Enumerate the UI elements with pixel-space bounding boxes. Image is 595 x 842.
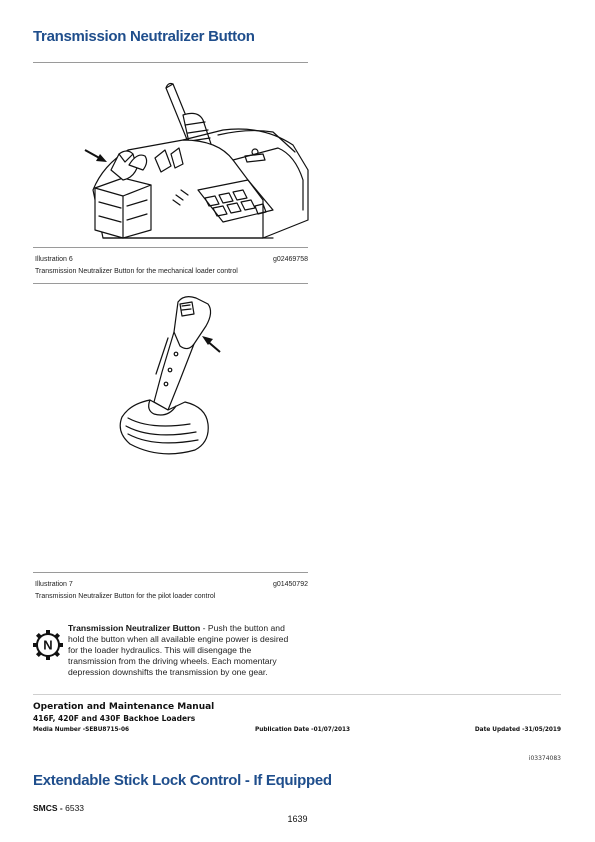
- illustration-label: Illustration 6: [35, 256, 73, 263]
- figure-divider-2: [33, 572, 308, 573]
- illustration-id-2: g01450792: [272, 581, 308, 588]
- manual-title: Operation and Maintenance Manual: [33, 702, 215, 712]
- figure-divider: [33, 247, 308, 248]
- neutralizer-description: [68, 623, 298, 678]
- footer-divider: [33, 694, 561, 695]
- smcs-code: [33, 803, 84, 813]
- smcs-label: SMCS -: [33, 803, 66, 813]
- neutralizer-term: Transmission Neutralizer Button: [68, 623, 201, 633]
- title-divider: [33, 62, 308, 63]
- document-id: i03374083: [528, 755, 561, 762]
- media-number: Media Number -SEBU8715-06: [33, 727, 130, 733]
- neutralizer-text: - Push the button and hold the button when all available engine power is desired for the loader hydraulics. This will disengage the transmission from the driving wheels. Each momentary depression downshifts the transmission by one gear.: [68, 623, 289, 677]
- illustration-caption-2: Transmission Neutralizer Button for the pilot loader control: [35, 593, 216, 600]
- section-title: Transmission Neutralizer Button: [33, 28, 255, 45]
- section-title-2: Extendable Stick Lock Control - If Equipped: [33, 772, 332, 789]
- smcs-value: 6533: [65, 803, 85, 813]
- illustration-label-2: Illustration 7: [35, 581, 73, 588]
- illustration-caption: Transmission Neutralizer Button for the mechanical loader control: [35, 268, 238, 275]
- date-updated: Date Updated -31/05/2019: [474, 727, 561, 733]
- manual-models: 416F, 420F and 430F Backhoe Loaders: [33, 714, 196, 723]
- pilot-loader-control-illustration: [110, 292, 230, 462]
- caption-divider: [33, 283, 308, 284]
- neutral-gear-n-icon: [33, 630, 63, 660]
- publication-date: Publication Date -01/07/2013: [255, 727, 351, 733]
- illustration-id: g02469758: [272, 256, 308, 263]
- page-number: 1639: [287, 814, 308, 824]
- mechanical-loader-control-illustration: [33, 70, 311, 248]
- neutral-letter: N: [43, 637, 53, 653]
